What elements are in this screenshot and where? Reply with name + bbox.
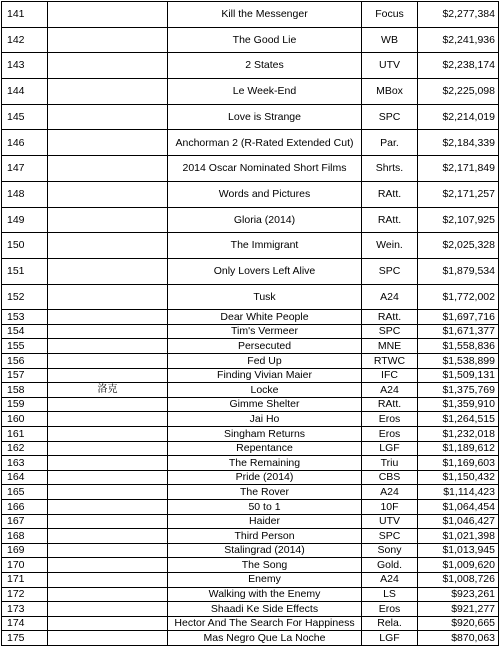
table-row	[2, 130, 499, 156]
rank-cell: 155	[2, 339, 48, 354]
title-cell: Shaadi Ke Side Effects	[168, 602, 362, 617]
distributor-cell: LS	[362, 587, 418, 602]
gross-cell: $1,008,726	[418, 572, 499, 587]
rank-cell: 141	[2, 2, 48, 28]
distributor-cell: Eros	[362, 427, 418, 442]
table-row	[2, 181, 499, 207]
title-cell: Walking with the Enemy	[168, 587, 362, 602]
title-cell: Enemy	[168, 572, 362, 587]
rank-cell: 149	[2, 207, 48, 233]
gross-cell: $2,238,174	[418, 53, 499, 79]
distributor-cell: Eros	[362, 602, 418, 617]
table-row	[2, 2, 499, 28]
title-cell: Hector And The Search For Happiness	[168, 616, 362, 631]
gross-cell: $1,375,769	[418, 383, 499, 398]
table-row	[2, 27, 499, 53]
rank-cell: 147	[2, 156, 48, 182]
chinese-title-cell	[48, 587, 168, 602]
rank-cell: 148	[2, 181, 48, 207]
rank-cell: 162	[2, 441, 48, 456]
rank-cell: 163	[2, 456, 48, 471]
chinese-title-cell	[48, 602, 168, 617]
table-row	[2, 104, 499, 130]
gross-cell: $1,150,432	[418, 470, 499, 485]
table-row	[2, 383, 499, 398]
table-row	[2, 397, 499, 412]
gross-cell: $1,021,398	[418, 529, 499, 544]
title-cell: Le Week-End	[168, 79, 362, 105]
table-row	[2, 339, 499, 354]
chinese-title-cell	[48, 485, 168, 500]
rank-cell: 153	[2, 310, 48, 325]
chinese-title-cell	[48, 514, 168, 529]
distributor-cell: Focus	[362, 2, 418, 28]
gross-cell: $1,509,131	[418, 368, 499, 383]
gross-cell: $1,064,454	[418, 499, 499, 514]
rank-cell: 173	[2, 602, 48, 617]
rank-cell: 145	[2, 104, 48, 130]
rank-cell: 165	[2, 485, 48, 500]
chinese-title-cell	[48, 339, 168, 354]
gross-cell: $2,025,328	[418, 233, 499, 259]
distributor-cell: RTWC	[362, 354, 418, 369]
rank-cell: 154	[2, 324, 48, 339]
distributor-cell: 10F	[362, 499, 418, 514]
title-cell: Jai Ho	[168, 412, 362, 427]
box-office-table	[1, 1, 499, 646]
distributor-cell: Wein.	[362, 233, 418, 259]
gross-cell: $1,697,716	[418, 310, 499, 325]
title-cell: Mas Negro Que La Noche	[168, 631, 362, 646]
table-row	[2, 368, 499, 383]
distributor-cell: Eros	[362, 412, 418, 427]
distributor-cell: LGF	[362, 441, 418, 456]
chinese-title-cell	[48, 181, 168, 207]
chinese-title-cell	[48, 284, 168, 310]
table-row	[2, 456, 499, 471]
chinese-title-cell	[48, 397, 168, 412]
gross-cell: $1,359,910	[418, 397, 499, 412]
rank-cell: 172	[2, 587, 48, 602]
distributor-cell: RAtt.	[362, 310, 418, 325]
gross-cell: $1,114,423	[418, 485, 499, 500]
title-cell: 2 States	[168, 53, 362, 79]
table-row	[2, 310, 499, 325]
rank-cell: 150	[2, 233, 48, 259]
title-cell: The Rover	[168, 485, 362, 500]
gross-cell: $1,558,836	[418, 339, 499, 354]
table-row	[2, 631, 499, 646]
rank-cell: 166	[2, 499, 48, 514]
rank-cell: 160	[2, 412, 48, 427]
title-cell: Repentance	[168, 441, 362, 456]
table-row	[2, 53, 499, 79]
distributor-cell: WB	[362, 27, 418, 53]
gross-cell: $2,171,849	[418, 156, 499, 182]
title-cell: Only Lovers Left Alive	[168, 258, 362, 284]
distributor-cell: Gold.	[362, 558, 418, 573]
distributor-cell: A24	[362, 572, 418, 587]
gross-cell: $921,277	[418, 602, 499, 617]
gross-cell: $1,232,018	[418, 427, 499, 442]
title-cell: The Immigrant	[168, 233, 362, 259]
chinese-title-cell	[48, 427, 168, 442]
table-row	[2, 514, 499, 529]
distributor-cell: IFC	[362, 368, 418, 383]
title-cell: Stalingrad (2014)	[168, 543, 362, 558]
rank-cell: 169	[2, 543, 48, 558]
table-row	[2, 602, 499, 617]
table-row	[2, 572, 499, 587]
title-cell: 50 to 1	[168, 499, 362, 514]
distributor-cell: MNE	[362, 339, 418, 354]
rank-cell: 164	[2, 470, 48, 485]
rank-cell: 174	[2, 616, 48, 631]
title-cell: Haider	[168, 514, 362, 529]
distributor-cell: UTV	[362, 53, 418, 79]
chinese-title-cell	[48, 79, 168, 105]
chinese-title-cell	[48, 543, 168, 558]
title-cell: Words and Pictures	[168, 181, 362, 207]
table-row	[2, 470, 499, 485]
chinese-title-cell	[48, 207, 168, 233]
rank-cell: 170	[2, 558, 48, 573]
chinese-title-cell	[48, 529, 168, 544]
chinese-title-cell	[48, 354, 168, 369]
chinese-title-cell	[48, 412, 168, 427]
table-row	[2, 79, 499, 105]
title-cell: Fed Up	[168, 354, 362, 369]
title-cell: Third Person	[168, 529, 362, 544]
table-row	[2, 441, 499, 456]
title-cell: Singham Returns	[168, 427, 362, 442]
table-row	[2, 233, 499, 259]
rank-cell: 146	[2, 130, 48, 156]
gross-cell: $870,063	[418, 631, 499, 646]
chinese-title-cell	[48, 470, 168, 485]
gross-cell: $1,538,899	[418, 354, 499, 369]
title-cell: Pride (2014)	[168, 470, 362, 485]
gross-cell: $1,013,945	[418, 543, 499, 558]
rank-cell: 159	[2, 397, 48, 412]
title-cell: Locke	[168, 383, 362, 398]
gross-cell: $2,184,339	[418, 130, 499, 156]
title-cell: Anchorman 2 (R-Rated Extended Cut)	[168, 130, 362, 156]
title-cell: Gloria (2014)	[168, 207, 362, 233]
distributor-cell: A24	[362, 284, 418, 310]
table-row	[2, 616, 499, 631]
rank-cell: 143	[2, 53, 48, 79]
gross-cell: $2,241,936	[418, 27, 499, 53]
table-row	[2, 284, 499, 310]
title-cell: Tim's Vermeer	[168, 324, 362, 339]
gross-cell: $923,261	[418, 587, 499, 602]
chinese-title-cell	[48, 53, 168, 79]
table-row	[2, 207, 499, 233]
rank-cell: 167	[2, 514, 48, 529]
distributor-cell: CBS	[362, 470, 418, 485]
rank-cell: 144	[2, 79, 48, 105]
table-row	[2, 485, 499, 500]
chinese-title-cell	[48, 572, 168, 587]
chinese-title-cell	[48, 456, 168, 471]
rank-cell: 161	[2, 427, 48, 442]
distributor-cell: UTV	[362, 514, 418, 529]
title-cell: Finding Vivian Maier	[168, 368, 362, 383]
distributor-cell: SPC	[362, 104, 418, 130]
gross-cell: $1,879,534	[418, 258, 499, 284]
rank-cell: 157	[2, 368, 48, 383]
distributor-cell: LGF	[362, 631, 418, 646]
gross-cell: $2,225,098	[418, 79, 499, 105]
distributor-cell: RAtt.	[362, 207, 418, 233]
rank-cell: 142	[2, 27, 48, 53]
table-row	[2, 412, 499, 427]
chinese-title-cell	[48, 130, 168, 156]
title-cell: 2014 Oscar Nominated Short Films	[168, 156, 362, 182]
chinese-title-cell: 洛克	[48, 383, 168, 398]
rank-cell: 152	[2, 284, 48, 310]
table-row	[2, 587, 499, 602]
chinese-title-cell	[48, 441, 168, 456]
distributor-cell: Sony	[362, 543, 418, 558]
title-cell: Kill the Messenger	[168, 2, 362, 28]
table-row	[2, 543, 499, 558]
table-row	[2, 499, 499, 514]
chinese-title-cell	[48, 104, 168, 130]
rank-cell: 175	[2, 631, 48, 646]
distributor-cell: RAtt.	[362, 397, 418, 412]
chinese-title-cell	[48, 27, 168, 53]
distributor-cell: SPC	[362, 529, 418, 544]
title-cell: The Good Lie	[168, 27, 362, 53]
gross-cell: $2,277,384	[418, 2, 499, 28]
distributor-cell: MBox	[362, 79, 418, 105]
distributor-cell: RAtt.	[362, 181, 418, 207]
chinese-title-cell	[48, 558, 168, 573]
chinese-title-cell	[48, 310, 168, 325]
rank-cell: 151	[2, 258, 48, 284]
rank-cell: 171	[2, 572, 48, 587]
chinese-title-cell	[48, 2, 168, 28]
gross-cell: $1,671,377	[418, 324, 499, 339]
rank-cell: 156	[2, 354, 48, 369]
distributor-cell: SPC	[362, 258, 418, 284]
rank-cell: 168	[2, 529, 48, 544]
chinese-title-cell	[48, 616, 168, 631]
gross-cell: $920,665	[418, 616, 499, 631]
gross-cell: $2,171,257	[418, 181, 499, 207]
distributor-cell: A24	[362, 485, 418, 500]
chinese-title-cell	[48, 156, 168, 182]
distributor-cell: Shrts.	[362, 156, 418, 182]
gross-cell: $1,009,620	[418, 558, 499, 573]
chinese-title-cell	[48, 499, 168, 514]
table-row	[2, 427, 499, 442]
title-cell: Persecuted	[168, 339, 362, 354]
gross-cell: $1,772,002	[418, 284, 499, 310]
table-row	[2, 156, 499, 182]
chinese-title-cell	[48, 324, 168, 339]
distributor-cell: Rela.	[362, 616, 418, 631]
title-cell: The Remaining	[168, 456, 362, 471]
title-cell: Tusk	[168, 284, 362, 310]
gross-cell: $2,214,019	[418, 104, 499, 130]
gross-cell: $1,169,603	[418, 456, 499, 471]
table-row	[2, 558, 499, 573]
table-row	[2, 258, 499, 284]
table-row	[2, 324, 499, 339]
gross-cell: $1,046,427	[418, 514, 499, 529]
table-row	[2, 354, 499, 369]
chinese-title-cell	[48, 631, 168, 646]
table-body	[2, 2, 499, 646]
chinese-title-cell	[48, 233, 168, 259]
title-cell: The Song	[168, 558, 362, 573]
gross-cell: $1,189,612	[418, 441, 499, 456]
distributor-cell: SPC	[362, 324, 418, 339]
distributor-cell: Par.	[362, 130, 418, 156]
title-cell: Dear White People	[168, 310, 362, 325]
chinese-title-cell	[48, 368, 168, 383]
rank-cell: 158	[2, 383, 48, 398]
chinese-title-cell	[48, 258, 168, 284]
title-cell: Gimme Shelter	[168, 397, 362, 412]
gross-cell: $1,264,515	[418, 412, 499, 427]
distributor-cell: A24	[362, 383, 418, 398]
distributor-cell: Triu	[362, 456, 418, 471]
title-cell: Love is Strange	[168, 104, 362, 130]
gross-cell: $2,107,925	[418, 207, 499, 233]
table-row	[2, 529, 499, 544]
